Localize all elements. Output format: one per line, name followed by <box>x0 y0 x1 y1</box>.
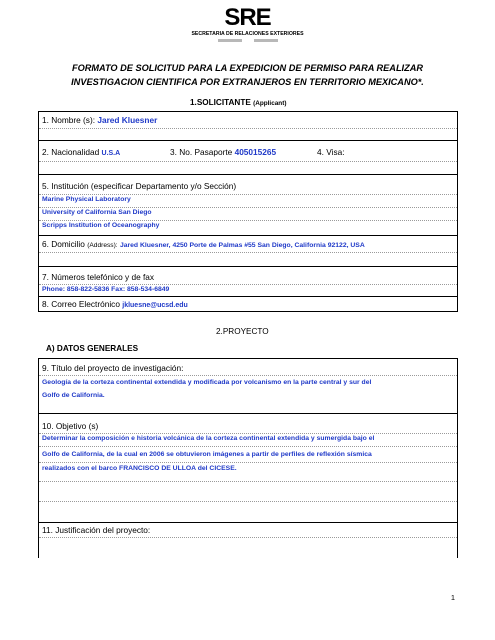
logo-subtitle: SECRETARIA DE RELACIONES EXTERIORES <box>191 31 304 37</box>
phone-label: 7. Números telefónico y de fax <box>42 272 155 282</box>
nationality-value: U.S.A <box>101 150 121 157</box>
dotted-rule <box>39 433 457 434</box>
address-row <box>39 236 457 267</box>
nationality-row <box>39 141 457 175</box>
form-title-line2: INVESTIGACION CIENTIFICA POR EXTRANJEROS EN TERRITORIO MEXICANO*. <box>71 77 424 87</box>
form-title-line1: FORMATO DE SOLICITUD PARA LA EXPEDICION DE PERMISO PARA REALIZAR <box>71 63 423 73</box>
phone-value: Phone: 858-822-5836 Fax: 858-534-6849 <box>42 286 170 293</box>
dotted-rule <box>39 481 457 482</box>
dotted-rule <box>39 161 457 162</box>
dotted-rule <box>39 194 457 195</box>
logo-bars <box>218 39 278 43</box>
address-value: Jared Kluesner, 4250 Porte de Palmas #55 San Diego, California 92122, USA <box>119 242 365 249</box>
email-label: 8. Correo Electrónico jkluesne@ucsd.edu <box>42 299 188 309</box>
applicant-table <box>38 111 458 312</box>
address-label: 6. Domicilio (Address): Jared Kluesner, 4250 Porte de Palmas #55 San Diego, California 92122, USA <box>42 239 365 249</box>
institution-row <box>39 175 457 236</box>
dotted-rule <box>39 128 457 129</box>
dotted-rule <box>39 537 457 538</box>
dotted-rule <box>39 462 457 463</box>
objective-line: Determinar la composición e historia volcánica de la corteza continental extendida y sumergida bajo el <box>42 435 375 442</box>
project-title-row <box>39 359 457 414</box>
general-data-heading: A) DATOS GENERALES <box>46 344 139 353</box>
project-title-line: Geología de la corteza continental extendida y modificada por volcanismo en la parte central y sur del <box>42 379 372 386</box>
objective-line: realizados con el barco FRANCISCO DE ULLOA del CICESE. <box>42 465 237 472</box>
visa-label: 4. Visa: <box>317 147 345 157</box>
email-value: jkluesne@ucsd.edu <box>122 302 188 309</box>
passport-value: 405015265 <box>234 147 277 157</box>
dotted-rule <box>39 207 457 208</box>
section1-title: 1.SOLICITANTE (Applicant) <box>190 98 287 107</box>
institution-line: University of California San Diego <box>42 209 152 216</box>
section2-title: 2.PROYECTO <box>216 327 269 336</box>
project-table <box>38 358 458 558</box>
institution-label: 5. Institución (especificar Departamento y/o Sección) <box>42 181 237 191</box>
objective-row <box>39 414 457 523</box>
phone-row <box>39 267 457 297</box>
dotted-rule <box>39 375 457 376</box>
name-row <box>39 112 457 141</box>
dotted-rule <box>39 446 457 447</box>
project-title-label: 9. Título del proyecto de investigación: <box>42 363 184 373</box>
nationality-label: 2. Nacionalidad U.S.A <box>42 147 121 157</box>
email-row <box>39 297 457 313</box>
objective-label: 10. Objetivo (s) <box>42 421 99 431</box>
justification-row <box>39 523 457 559</box>
name-value: Jared Kluesner <box>97 115 158 125</box>
institution-line: Scripps Institution of Oceanography <box>42 222 160 229</box>
objective-line: Golfo de California, de la cual en 2006 se obtuvieron imágenes a partir de perfiles de reflexión sísmica <box>42 451 372 458</box>
dotted-rule <box>39 252 457 253</box>
institution-line: Marine Physical Laboratory <box>42 196 131 203</box>
page-number: 1 <box>450 593 455 602</box>
project-title-line: Golfo de California. <box>42 392 105 399</box>
logo-text: SRE <box>224 4 271 31</box>
dotted-rule <box>39 501 457 502</box>
name-label: 1. Nombre (s): Jared Kluesner <box>42 115 158 125</box>
sre-logo <box>0 6 495 43</box>
passport-label: 3. No. Pasaporte 405015265 <box>170 147 277 157</box>
dotted-rule <box>39 284 457 285</box>
justification-label: 11. Justificación del proyecto: <box>42 525 151 535</box>
dotted-rule <box>39 220 457 221</box>
